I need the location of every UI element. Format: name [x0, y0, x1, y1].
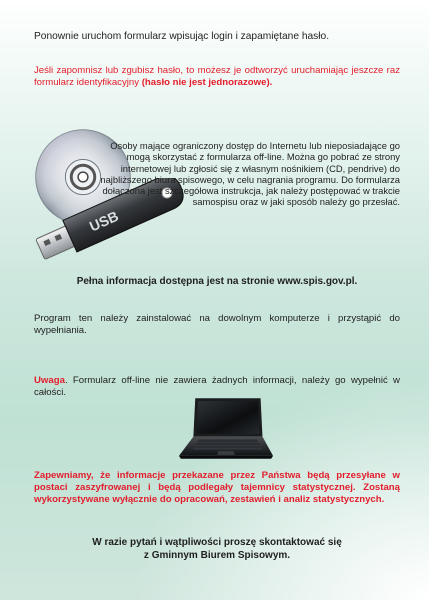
- laptop-icon: [178, 396, 274, 462]
- restart-instruction: Ponownie uruchom formularz wpisując login i zapamiętane hasło.: [34, 31, 330, 42]
- forgot-password-text: Jeśli zapomnisz lub zgubisz hasło, to możesz je odtworzyć uruchamiając jeszcze raz formularz identyfikacyjny: [34, 65, 400, 88]
- forgot-password-paragraph: [34, 65, 400, 89]
- usb-label: USB: [87, 208, 122, 236]
- offline-form-info: Osoby mające ograniczony dostęp do Internetu lub nieposiadające go mogą skorzystać z formularza off-line. Można go pobrać ze strony internetowej lub zgłosić się z własnym nośnikiem (CD, pendrive) do najbliższego biura spisowego, w celu nagrania programu. Do formularza dołączona jest szczegółowa instrukcja, jak należy postępować w trakcie samospisu oraz w jaki sposób należy go przesłać.: [100, 140, 400, 208]
- install-info: Program ten należy zainstalować na dowolnym komputerze i przystąpić do wypełniania.: [34, 313, 400, 336]
- warning-label: Uwaga: [34, 375, 65, 386]
- warning-text: . Formularz off-line nie zawiera żadnych informacji, należy go wypełnić w całości.: [34, 375, 400, 398]
- contact-line-2: z Gminnym Biurem Spisowym.: [143, 549, 291, 561]
- privacy-assurance: Zapewniamy, że informacje przekazane przez Państwa będą przesyłane w postaci zaszyfrowanej i będą podlegały tajemnicy statystycznej. Zostaną wykorzystywane wyłącznie do opracowań, zestawień i analiz statystycznych.: [34, 470, 400, 505]
- contact-info: [34, 537, 400, 562]
- contact-line-1: W razie pytań i wątpliwości proszę skontaktować się: [92, 537, 342, 548]
- password-not-one-time-note: (hasło nie jest jednorazowe).: [141, 77, 273, 88]
- full-info-link-text: Pełna informacja dostępna jest na stronie www.spis.gov.pl.: [76, 276, 358, 287]
